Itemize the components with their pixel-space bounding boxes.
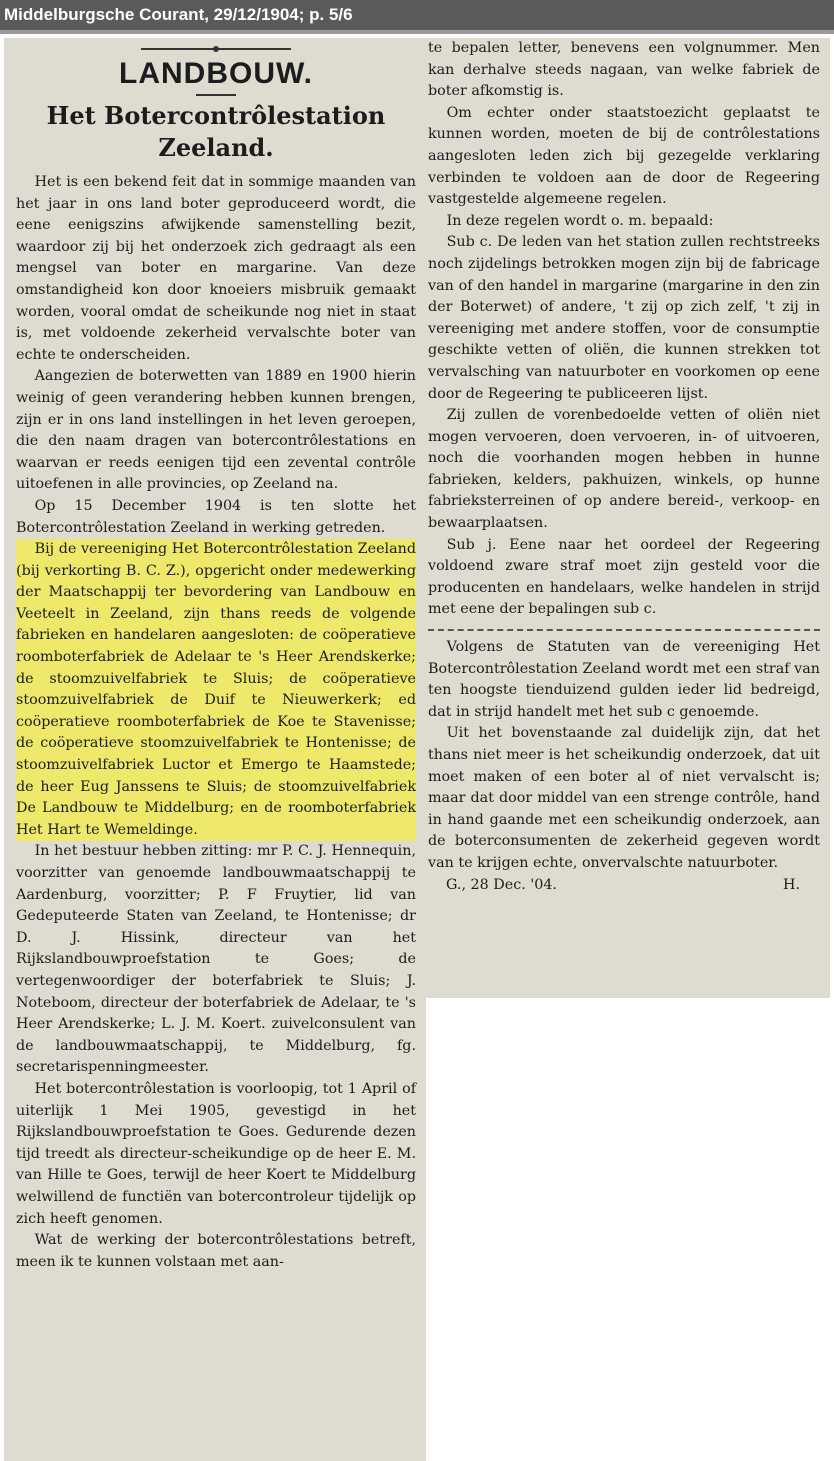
ornament-rule bbox=[141, 48, 291, 50]
paragraph: Zij zullen de vorenbedoelde vetten of oliën niet mogen vervoeren, doen vervoeren, in- of uitvoeren, noch die voorhanden mogen hebben in hunne fabrieken, kelders, pakhuizen, winkels, op hunne fabrieksterreinen of op andere bereid-, verkoop- en bewaarplaatsen. bbox=[428, 407, 820, 532]
paragraph: Uit het bovenstaande zal duidelijk zijn, dat het thans niet meer is het scheikundig onderzoek, dat uit moet maken of een boter al of niet vervalscht is; maar dat door middel van een strenge contrôle, hand in hand gaande met een scheikundig onderzoek, aan de boterconsumenten de zekerheid gegeven wordt van te krijgen echte, onvervalschte natuurboter. bbox=[428, 725, 820, 871]
paragraph: Aangezien de boterwetten van 1889 en 1900 hierin weinig of geen verandering hebben kunnen brengen, zijn er in ons land instellingen in het leven geroepen, die den naam dragen van botercontrôlestations en waarvan er reeds eenigen tijd een zevental contrôle uitoefenen in alle provincies, op Zeeland na. bbox=[16, 368, 416, 493]
paragraph: Het is een bekend feit dat in sommige maanden van het jaar in ons land boter geproduceerd wordt, die eene eenigszins afwijkende samenstelling bezit, waardoor zij bij het onderzoek zich gedraagt als een mengsel van boter en margarine. Van deze omstandigheid kon door knoeiers misbruik gemaakt worden, vooral omdat de scheikunde nog niet in staat is, met voldoende zekerheid vervalschte boter van echte te onderscheiden. bbox=[16, 174, 416, 363]
signature-initial: H. bbox=[782, 876, 800, 893]
page-header: Middelburgsche Courant, 29/12/1904; p. 5/6 bbox=[0, 0, 834, 34]
highlighted-paragraph: Bij de vereeniging Het Botercontrôlestation Zeeland (bij verkorting B. C. Z.), opgericht onder medewerking der Maatschappij ter bevordering van Landbouw en Veeteelt in Zeeland, zijn thans reeds de volgende fabrieken en handelaren aangesloten: de coöperatieve roomboterfabriek de Adelaar te 's Heer Arendskerke; de stoomzuivelfabriek te Sluis; de coöperatieve stoomzuivelfabriek de Duif te Nieuwerkerk; ed coöperatieve roomboterfabriek de Koe te Stavenisse; de coöperatieve stoomzuivelfabriek te Hontenisse; de stoomzuivelfabriek Luctor et Emergo te Haamstede; de heer Eug Janssens te Sluis; de stoomzuivelfabriek De Landbouw te Middelburg; en de roomboterfabriek Het Hart te Wemeldinge. bbox=[16, 539, 416, 841]
signature-place-date: G., 28 Dec. '04. bbox=[446, 876, 557, 893]
paragraph: Volgens de Statuten van de vereeniging Het Botercontrôlestation Zeeland wordt met een straf van ten hoogste tienduizend gulden ieder lid bedreigd, dat in strijd handelt met het sub c genoemde. bbox=[428, 639, 820, 720]
article-title: Het Botercontrôlestation Zeeland. bbox=[46, 101, 386, 162]
paragraph: te bepalen letter, benevens een volgnummer. Men kan derhalve steeds nagaan, van welke fabriek de boter afkomstig is. bbox=[428, 40, 820, 100]
paragraph: In het bestuur hebben zitting: mr P. C. J. Hennequin, voorzitter van genoemde landbouwmaatschappij te Aardenburg, voorzitter; P. F Fruytier, lid van Gedeputeerde Staten van Zeeland, te Hontenisse; dr D. J. Hissink, directeur van het Rijkslandbouwproefstation te Goes; de vertegenwoordiger der boterfabriek te Sluis; J. Noteboom, directeur der boterfabriek de Adelaar, te 's Heer Arendskerke; L. J. M. Koert. zuivelconsulent van de landbouwmaatschappij, te Middelburg, fg. secretarispenningmeester. bbox=[16, 843, 416, 1076]
divider-rule bbox=[196, 94, 236, 96]
article-column-right bbox=[416, 38, 830, 998]
section-heading: LANDBOUW. bbox=[119, 57, 313, 90]
paragraph: Sub c. De leden van het station zullen rechtstreeks noch zijdelings betrokken mogen zijn bij de fabricage van of den handel in margarine (margarine in den zin der Boterwet) of andere, 't zij op zich zelf, 't zij in vereeniging met andere stoffen, voor de consumptie geschikte vetten of oliën, die kunnen strekken tot vervalsching van natuurboter en voorkomen op eene door de Regeering te publiceeren lijst. bbox=[428, 234, 820, 402]
paragraph: Het botercontrôlestation is voorloopig, tot 1 April of uiterlijk 1 Mei 1905, gevestigd in het Rijkslandbouwproefstation te Goes. Gedurende dezen tijd treedt als directeur-scheikundige op de heer E. M. van Hille te Goes, terwijl de heer Koert te Middelburg welwillend de functiën van botercontroleur tijdelijk op zich heeft genomen. bbox=[16, 1080, 416, 1227]
paragraph: Om echter onder staatstoezicht geplaatst te kunnen worden, moeten de bij de contrôlestations aangesloten leden zich bij gezegelde verklaring verbinden te voldoen aan de door de Regeering vastgestelde algemeene regelen. bbox=[428, 104, 820, 208]
paragraph: In deze regelen wordt o. m. bepaald: bbox=[446, 212, 714, 229]
signature-line bbox=[428, 875, 820, 897]
article-column-left bbox=[4, 38, 426, 1461]
paragraph: Op 15 December 1904 is ten slotte het Botercontrôlestation Zeeland in werking getreden. bbox=[16, 497, 416, 536]
paragraph: Wat de werking der botercontrôlestations betreft, meen ik te kunnen volstaan met aan- bbox=[16, 1232, 416, 1270]
dashed-divider bbox=[428, 629, 820, 631]
paragraph: Sub j. Eene naar het oordeel der Regeering voldoend zware straf moet zijn gesteld voor die producenten en handelaars, welke handelen in strijd met eene der bepalingen sub c. bbox=[428, 536, 820, 618]
